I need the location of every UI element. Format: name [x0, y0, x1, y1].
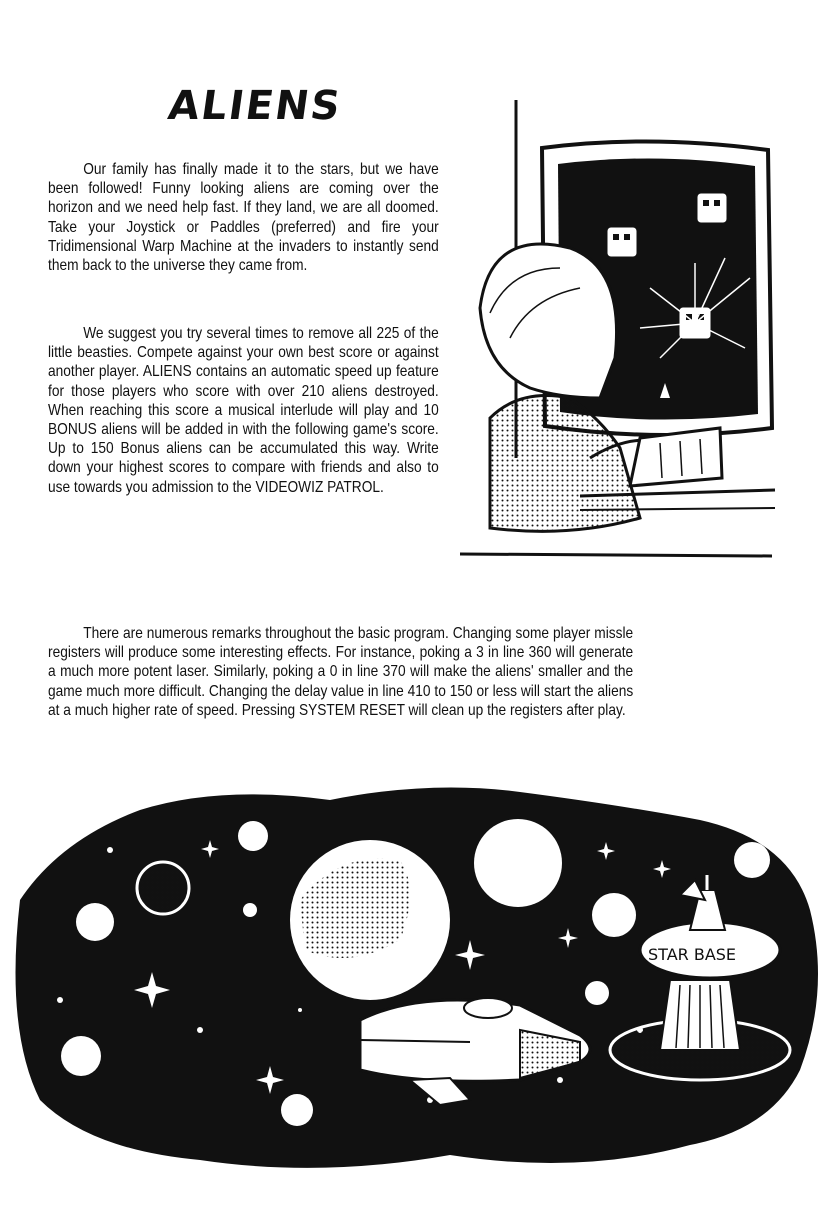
intro-paragraph — [48, 160, 439, 275]
page-title — [140, 82, 370, 130]
program-notes-paragraph — [48, 624, 633, 720]
gameplay-paragraph — [48, 324, 439, 497]
space-scene-illustration — [0, 780, 833, 1180]
title-text: ALIENS — [165, 83, 345, 129]
star-base-label: STAR BASE — [648, 945, 737, 964]
gameplay-text: We suggest you try several times to remove all 225 of the little beasties. Compete against your own best score or against another player. ALIENS contains an automatic speed up feature for those players who score with over 210 aliens destroyed. When reaching this score a musical interlude will play and 10 BONUS aliens will be added in with the following game's score. Up to 150 Bonus aliens can be accumulated this way. Write down your highest scores to compare with friends and also to use towards you admission to the VIDEOWIZ PATROL. — [48, 325, 439, 496]
program-notes-text: There are numerous remarks throughout the basic program. Changing some player missle registers will produce some interesting effects. For instance, poking a 3 in line 360 will generate a much more potent laser. Similarly, poking a 0 in line 370 will make the aliens' smaller and the game much more difficult. Changing the delay value in line 410 to 150 or less will start the aliens at a much higher rate of speed. Pressing SYSTEM RESET will clean up the registers after play. — [48, 625, 634, 719]
child-at-computer-illustration — [450, 98, 780, 568]
intro-text: Our family has finally made it to the stars, but we have been followed! Funny looking aliens are coming over the horizon and we need help fast. If they land, we are all doomed. Take your Joystick or Paddles (preferred) and fire your Tridimensional Warp Machine at the invaders to instantly send them back to the universe they came from. — [48, 161, 439, 275]
